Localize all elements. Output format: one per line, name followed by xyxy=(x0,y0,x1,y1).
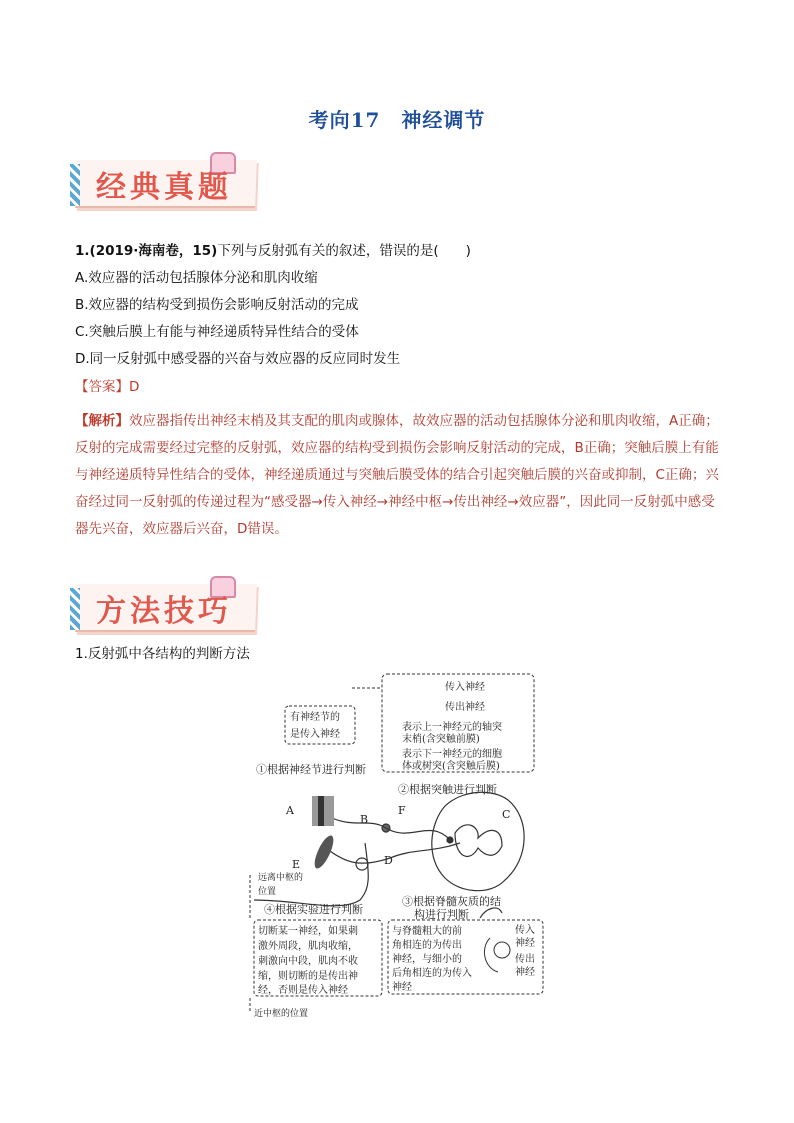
option-a: A.效应器的活动包括腺体分泌和肌肉收缩 xyxy=(75,270,318,286)
letter-a: A xyxy=(286,804,294,817)
box3-line4: 后角相连的为传入 xyxy=(392,968,472,979)
method-heading: 1.反射弧中各结构的判断方法 xyxy=(75,646,250,662)
answer-label: 【答案】 xyxy=(75,379,129,395)
question-source: 1.(2019·海南卷，15) xyxy=(75,243,218,259)
box3b-line4: 神经 xyxy=(515,967,535,978)
box2-efferent: 传出神经 xyxy=(445,702,485,713)
banner-stripe xyxy=(70,164,80,206)
box1-line1: 有神经节的 xyxy=(290,712,340,723)
box3b-line3: 传出 xyxy=(515,954,535,965)
page-title: 考向17 神经调节 xyxy=(308,108,486,132)
receptor-skin-icon xyxy=(312,796,334,826)
box1-line2: 是传入神经 xyxy=(290,729,340,740)
label-gray-line1: ③根据脊髓灰质的结 xyxy=(402,895,501,908)
letter-e: E xyxy=(292,858,301,871)
banner-title-classic: 经典真题 xyxy=(96,170,232,205)
letter-f: F xyxy=(398,804,406,817)
analysis xyxy=(75,408,725,543)
box3b-line2: 神经 xyxy=(515,938,535,949)
box4-line3: 刺激向中段，肌肉不收 xyxy=(258,956,358,967)
label-ganglion: ①根据神经节进行判断 xyxy=(256,763,366,776)
box3-line5: 神经 xyxy=(392,982,412,993)
option-b: B.效应器的结构受到损伤会影响反射活动的完成 xyxy=(75,297,359,313)
gray-matter-inset-icon xyxy=(484,938,510,972)
box4-line5: 经，否则是传入神经 xyxy=(258,985,348,996)
option-d: D.同一反射弧中感受器的兴奋与效应器的反应同时发生 xyxy=(75,351,401,367)
box4-line4: 缩，则切断的是传出神 xyxy=(258,971,358,982)
box3-line2: 角相连的为传出 xyxy=(392,940,462,951)
label-synapse: ②根据突触进行判断 xyxy=(398,783,497,796)
box4-line1: 切断某一神经，如果刺 xyxy=(258,926,358,937)
far-line1: 远离中枢的 xyxy=(258,873,304,883)
banner-stripe xyxy=(70,588,80,630)
reflex-arc-diagram xyxy=(240,668,560,1028)
letter-c: C xyxy=(502,808,511,821)
label-gray-line2: 构进行判断 xyxy=(414,908,469,921)
answer xyxy=(75,378,139,396)
section-banner-classic xyxy=(70,152,270,214)
box2-line5: 表示下一神经元的细胞 xyxy=(402,749,502,760)
letter-d: D xyxy=(384,854,393,867)
box3b-line1: 传入 xyxy=(515,925,535,936)
banner-title-method: 方法技巧 xyxy=(96,594,232,629)
far-line2: 位置 xyxy=(258,887,277,897)
question-text: 下列与反射弧有关的叙述，错误的是( ) xyxy=(217,243,471,259)
box4-line2: 激外周段，肌肉收缩， xyxy=(258,941,358,952)
muscle-effector-icon xyxy=(311,833,337,871)
box2-line6: 体或树突(含突触后膜) xyxy=(402,761,500,772)
question-stem xyxy=(75,242,471,260)
answer-value: D xyxy=(129,379,140,395)
section-banner-method xyxy=(70,576,270,638)
near-label: 近中枢的位置 xyxy=(254,1009,309,1019)
analysis-label: 【解析】 xyxy=(75,413,129,429)
box3-line3: 神经，与细小的 xyxy=(392,954,462,965)
label-experiment: ④根据实验进行判断 xyxy=(264,903,363,916)
box3-line1: 与脊髓粗大的前 xyxy=(392,926,462,937)
letter-b: B xyxy=(360,813,369,826)
box2-afferent: 传入神经 xyxy=(445,682,485,693)
option-c: C.突触后膜上有能与神经递质特异性结合的受体 xyxy=(75,324,359,340)
box2-line3: 表示上一神经元的轴突 xyxy=(402,722,502,733)
box2-line4: 末梢(含突触前膜) xyxy=(402,734,480,745)
analysis-text: 效应器指传出神经末梢及其支配的肌肉或腺体，故效应器的活动包括腺体分泌和肌肉收缩，A正确；反射的完成需要经过完整的反射弧，效应器的结构受到损伤会影响反射活动的完成，B正确；突触后膜上有能与神经递质特异性结合的受体，神经递质通过与突触后膜受体的结合引起突触后膜的兴奋或抑制，C正确；兴奋经过同一反射弧的传递过程为“感受器→传入神经→神经中枢→传出神经→效应器”，因此同一反射弧中感受器先兴奋，效应器后兴奋，D错误。 xyxy=(75,413,719,537)
